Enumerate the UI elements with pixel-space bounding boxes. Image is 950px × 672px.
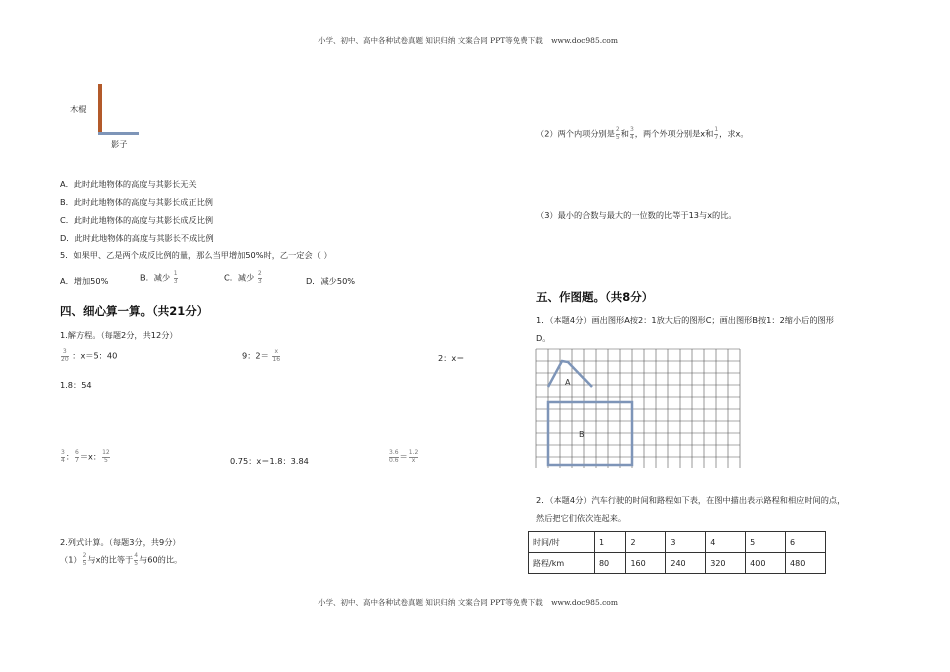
table-cell: 400	[746, 553, 786, 574]
fraction: $\frac{x}{16}$	[272, 348, 281, 363]
stick-shadow-figure	[96, 84, 142, 140]
table-cell: 3	[666, 532, 706, 553]
section5-title: 五、作图题。（共8分）	[536, 290, 654, 304]
table-cell: 320	[706, 553, 746, 574]
table-cell: 160	[626, 553, 666, 574]
table-cell: 1	[594, 532, 626, 553]
q2-part3: （3）最小的合数与最大的一位数的比等于13与x的比。	[536, 210, 737, 220]
shape-b-label: B	[579, 430, 585, 439]
q5-option-d: D．减少50%	[306, 276, 356, 286]
drawing-grid	[535, 348, 747, 468]
q5-option-a: A．增加50%	[60, 276, 109, 286]
stick-label: 木棍	[70, 104, 87, 114]
q4-option-a: A．此时此地物体的高度与其影长无关	[60, 179, 197, 189]
fraction: $\frac{2}{5}$	[82, 552, 87, 567]
q5-stem: 5．如果甲、乙是两个成反比例的量，那么当甲增加50%时，乙一定会（ ）	[60, 250, 332, 260]
table-cell: 6	[786, 532, 826, 553]
q2-part2: （2）两个内项分别是 $\frac{2}{5}$ 和 $\frac{3}{4}$ ，两个外项分别是x和 $\frac{1}{7}$ ，求x。	[536, 126, 749, 141]
q4-option-b: B．此时此地物体的高度与其影长成正比例	[60, 197, 213, 207]
page-header	[318, 35, 618, 46]
page-footer	[318, 597, 618, 608]
travel-table	[528, 531, 826, 574]
shadow	[98, 132, 139, 135]
q1-title: 1.解方程。（每题2分，共12分）	[60, 330, 178, 340]
fraction: $\frac{1}{7}$	[714, 126, 719, 141]
fraction: $\frac{4}{5}$	[134, 552, 139, 567]
q4-option-c: C．此时此地物体的高度与其影长成反比例	[60, 215, 214, 225]
header-text: 小学、初中、高中各种试卷真题 知识归纳 文案合同 PPT等免费下载	[318, 36, 543, 45]
fraction: $\frac{12}{5}$	[102, 449, 110, 464]
equation-4: $\frac{3}{4}$ ： $\frac{6}{7}$ ＝x： $\frac{12}{5}$	[61, 449, 110, 464]
fraction: $\frac{1.2}{x}$	[408, 449, 419, 464]
fraction: $\frac{2}{3}$	[257, 270, 262, 285]
fraction: $\frac{3}{4}$	[629, 126, 634, 141]
q5-2-line2: 然后把它们依次连起来。	[536, 513, 627, 523]
shape-a-label: A	[565, 378, 571, 387]
q5-option-c-text: C．减少	[224, 272, 255, 283]
table-row	[529, 553, 826, 574]
fraction: $\frac{3}{4}$	[61, 449, 65, 464]
table-cell: 4	[706, 532, 746, 553]
table-cell: 5	[746, 532, 786, 553]
table-row	[529, 532, 826, 553]
table-cell: 路程/km	[529, 553, 595, 574]
equation-3: 2：x＝	[438, 353, 465, 363]
table-cell: 时间/时	[529, 532, 595, 553]
equation-6: $\frac{3.6}{0.6}$ ＝ $\frac{1.2}{x}$	[389, 449, 419, 464]
stick	[98, 84, 102, 134]
q5-1-line1: 1．（本题4分）画出图形A按2：1放大后的图形C；画出图形B按1：2缩小后的图形	[536, 315, 834, 325]
q2-part1: （1） $\frac{2}{5}$ 与x的比等于 $\frac{4}{5}$ 与60的比。	[60, 552, 183, 567]
shape-b	[548, 402, 632, 465]
q5-option-c	[224, 271, 263, 285]
fraction: $\frac{2}{5}$	[615, 126, 620, 141]
table-cell: 2	[626, 532, 666, 553]
header-url: www.doc985.com	[551, 36, 618, 45]
equation-5: 0.75：x＝1.8：3.84	[230, 456, 309, 466]
q5-option-b-text: B．减少	[140, 272, 171, 283]
q5-option-b	[140, 271, 179, 285]
q5-1-line2: D。	[536, 333, 551, 343]
equation-1: $\frac{3}{20}$ ：x＝5：40	[61, 348, 118, 363]
equation-3-continued: 1.8：54	[60, 380, 92, 390]
fraction: $\frac{3}{20}$	[61, 348, 69, 363]
equation-2: 9：2＝ $\frac{x}{16}$	[242, 348, 281, 363]
q2-title: 2.列式计算。（每题3分，共9分）	[60, 537, 181, 547]
fraction: $\frac{3.6}{0.6}$	[389, 449, 399, 464]
table-cell: 80	[594, 553, 626, 574]
q5-2-line1: 2．（本题4分）汽车行驶的时间和路程如下表，在图中描出表示路程和相应时间的点，	[536, 495, 846, 505]
section4-title: 四、细心算一算。（共21分）	[60, 304, 209, 318]
table-cell: 240	[666, 553, 706, 574]
fraction: $\frac{1}{3}$	[173, 270, 178, 285]
table-cell: 480	[786, 553, 826, 574]
shadow-label: 影子	[111, 139, 128, 149]
q4-option-d: D．此时此地物体的高度与其影长不成比例	[60, 233, 214, 243]
footer-url: www.doc985.com	[551, 598, 618, 607]
fraction: $\frac{6}{7}$	[75, 449, 79, 464]
footer-text: 小学、初中、高中各种试卷真题 知识归纳 文案合同 PPT等免费下载	[318, 598, 543, 607]
